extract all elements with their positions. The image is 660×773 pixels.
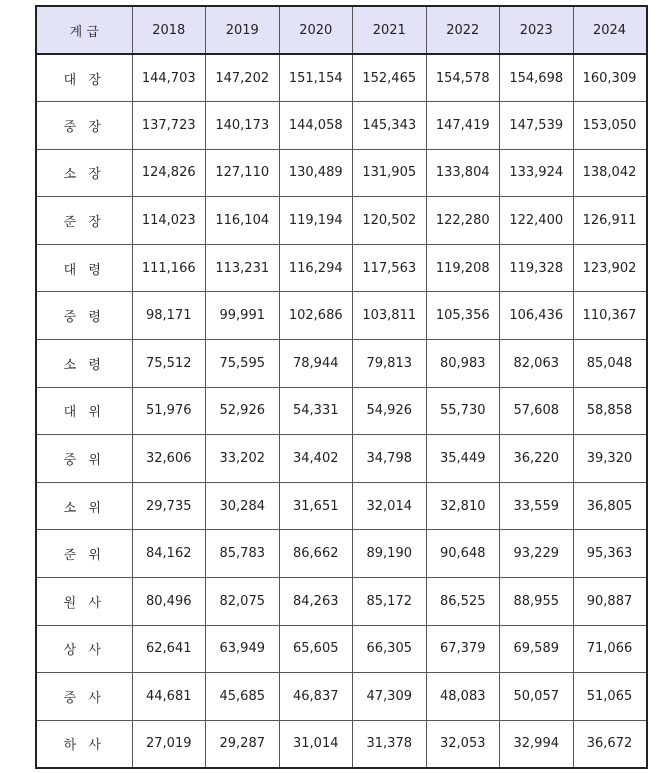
table-cell: 106,436: [500, 292, 574, 340]
table-cell: 89,190: [353, 530, 427, 578]
table-cell: 137,723: [132, 102, 206, 150]
table-cell: 51,065: [573, 673, 647, 721]
salary-table-container: [35, 5, 646, 769]
table-cell: 58,858: [573, 387, 647, 435]
row-grade: 소 위: [36, 482, 132, 530]
table-cell: 88,955: [500, 578, 574, 626]
table-cell: 144,058: [279, 102, 353, 150]
table-cell: 124,826: [132, 149, 206, 197]
table-cell: 47,309: [353, 673, 427, 721]
table-cell: 39,320: [573, 435, 647, 483]
table-cell: 31,651: [279, 482, 353, 530]
table-cell: 63,949: [206, 625, 280, 673]
salary-table: [35, 5, 648, 769]
table-cell: 130,489: [279, 149, 353, 197]
header-year: 2019: [206, 6, 280, 54]
table-row: [36, 720, 647, 768]
table-cell: 62,641: [132, 625, 206, 673]
header-grade: 계 급: [36, 6, 132, 54]
table-cell: 31,378: [353, 720, 427, 768]
table-row: [36, 387, 647, 435]
table-cell: 51,976: [132, 387, 206, 435]
table-row: [36, 578, 647, 626]
table-cell: 85,783: [206, 530, 280, 578]
table-cell: 119,194: [279, 197, 353, 245]
table-cell: 151,154: [279, 54, 353, 102]
table-cell: 147,419: [426, 102, 500, 150]
table-cell: 117,563: [353, 244, 427, 292]
table-cell: 44,681: [132, 673, 206, 721]
table-body: [36, 54, 647, 768]
table-cell: 54,331: [279, 387, 353, 435]
table-row: [36, 482, 647, 530]
table-cell: 122,400: [500, 197, 574, 245]
table-cell: 105,356: [426, 292, 500, 340]
table-cell: 119,208: [426, 244, 500, 292]
table-cell: 36,805: [573, 482, 647, 530]
table-row: [36, 340, 647, 388]
table-cell: 122,280: [426, 197, 500, 245]
table-cell: 29,287: [206, 720, 280, 768]
table-cell: 145,343: [353, 102, 427, 150]
table-cell: 116,294: [279, 244, 353, 292]
table-row: [36, 530, 647, 578]
table-cell: 57,608: [500, 387, 574, 435]
table-cell: 123,902: [573, 244, 647, 292]
table-cell: 75,595: [206, 340, 280, 388]
row-grade: 중 장: [36, 102, 132, 150]
table-cell: 34,798: [353, 435, 427, 483]
table-cell: 120,502: [353, 197, 427, 245]
table-cell: 32,053: [426, 720, 500, 768]
table-cell: 102,686: [279, 292, 353, 340]
table-cell: 32,994: [500, 720, 574, 768]
table-cell: 50,057: [500, 673, 574, 721]
table-cell: 103,811: [353, 292, 427, 340]
table-cell: 80,983: [426, 340, 500, 388]
table-cell: 85,172: [353, 578, 427, 626]
header-year: 2022: [426, 6, 500, 54]
table-cell: 32,606: [132, 435, 206, 483]
table-cell: 48,083: [426, 673, 500, 721]
table-cell: 86,525: [426, 578, 500, 626]
table-cell: 36,220: [500, 435, 574, 483]
header-row: [36, 6, 647, 54]
row-grade: 중 사: [36, 673, 132, 721]
table-cell: 65,605: [279, 625, 353, 673]
table-cell: 147,202: [206, 54, 280, 102]
table-cell: 98,171: [132, 292, 206, 340]
table-cell: 116,104: [206, 197, 280, 245]
table-cell: 111,166: [132, 244, 206, 292]
table-row: [36, 197, 647, 245]
table-cell: 99,991: [206, 292, 280, 340]
table-cell: 153,050: [573, 102, 647, 150]
table-cell: 32,810: [426, 482, 500, 530]
row-grade: 상 사: [36, 625, 132, 673]
table-cell: 147,539: [500, 102, 574, 150]
table-row: [36, 673, 647, 721]
table-cell: 82,075: [206, 578, 280, 626]
table-row: [36, 244, 647, 292]
table-row: [36, 102, 647, 150]
table-row: [36, 435, 647, 483]
table-cell: 154,578: [426, 54, 500, 102]
table-cell: 160,309: [573, 54, 647, 102]
table-row: [36, 625, 647, 673]
table-cell: 55,730: [426, 387, 500, 435]
header-year: 2023: [500, 6, 574, 54]
table-cell: 79,813: [353, 340, 427, 388]
row-grade: 소 령: [36, 340, 132, 388]
header-year: 2018: [132, 6, 206, 54]
table-row: [36, 149, 647, 197]
table-row: [36, 292, 647, 340]
table-cell: 66,305: [353, 625, 427, 673]
row-grade: 대 위: [36, 387, 132, 435]
table-cell: 93,229: [500, 530, 574, 578]
table-cell: 29,735: [132, 482, 206, 530]
table-cell: 67,379: [426, 625, 500, 673]
header-year: 2021: [353, 6, 427, 54]
table-cell: 75,512: [132, 340, 206, 388]
table-cell: 133,804: [426, 149, 500, 197]
header-year: 2024: [573, 6, 647, 54]
table-cell: 36,672: [573, 720, 647, 768]
table-cell: 154,698: [500, 54, 574, 102]
row-grade: 중 령: [36, 292, 132, 340]
table-cell: 71,066: [573, 625, 647, 673]
table-cell: 69,589: [500, 625, 574, 673]
table-cell: 35,449: [426, 435, 500, 483]
table-cell: 152,465: [353, 54, 427, 102]
table-cell: 85,048: [573, 340, 647, 388]
row-grade: 원 사: [36, 578, 132, 626]
row-grade: 대 령: [36, 244, 132, 292]
table-cell: 27,019: [132, 720, 206, 768]
table-cell: 46,837: [279, 673, 353, 721]
row-grade: 중 위: [36, 435, 132, 483]
row-grade: 대 장: [36, 54, 132, 102]
table-cell: 126,911: [573, 197, 647, 245]
table-cell: 95,363: [573, 530, 647, 578]
row-grade: 소 장: [36, 149, 132, 197]
row-grade: 하 사: [36, 720, 132, 768]
table-cell: 34,402: [279, 435, 353, 483]
table-cell: 110,367: [573, 292, 647, 340]
row-grade: 준 장: [36, 197, 132, 245]
table-cell: 113,231: [206, 244, 280, 292]
table-cell: 31,014: [279, 720, 353, 768]
table-cell: 54,926: [353, 387, 427, 435]
table-cell: 82,063: [500, 340, 574, 388]
table-cell: 131,905: [353, 149, 427, 197]
table-cell: 138,042: [573, 149, 647, 197]
table-cell: 33,202: [206, 435, 280, 483]
table-cell: 52,926: [206, 387, 280, 435]
table-cell: 119,328: [500, 244, 574, 292]
table-header: [36, 6, 647, 54]
table-cell: 84,162: [132, 530, 206, 578]
table-cell: 127,110: [206, 149, 280, 197]
table-cell: 32,014: [353, 482, 427, 530]
table-cell: 114,023: [132, 197, 206, 245]
table-cell: 45,685: [206, 673, 280, 721]
row-grade: 준 위: [36, 530, 132, 578]
table-cell: 30,284: [206, 482, 280, 530]
table-cell: 90,648: [426, 530, 500, 578]
table-cell: 133,924: [500, 149, 574, 197]
table-cell: 140,173: [206, 102, 280, 150]
table-row: [36, 54, 647, 102]
table-cell: 80,496: [132, 578, 206, 626]
table-cell: 144,703: [132, 54, 206, 102]
header-year: 2020: [279, 6, 353, 54]
table-cell: 90,887: [573, 578, 647, 626]
table-cell: 78,944: [279, 340, 353, 388]
table-cell: 33,559: [500, 482, 574, 530]
table-cell: 84,263: [279, 578, 353, 626]
table-cell: 86,662: [279, 530, 353, 578]
